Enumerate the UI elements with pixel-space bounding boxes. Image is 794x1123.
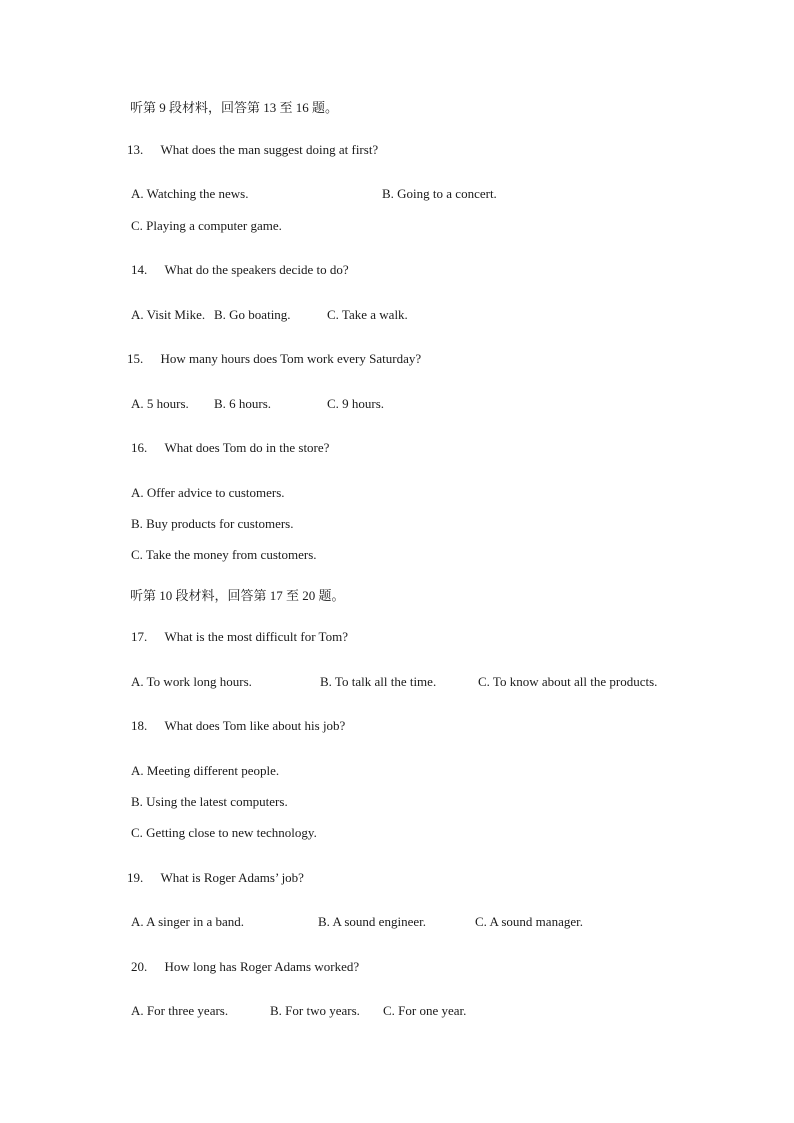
option-13b: B. Going to a concert. [382,186,497,201]
option-17b: B. To talk all the time. [320,674,437,689]
question-19 [127,870,304,886]
question-15 [127,351,421,367]
question-number: 17. [131,629,148,644]
option-15c: C. 9 hours. [327,396,385,411]
option-18c: C. Getting close to new technology. [131,825,317,840]
option-19c: C. A sound manager. [475,914,583,929]
question-text: What is Roger Adams’ job? [160,870,304,885]
option-20a: A. For three years. [131,1003,229,1018]
question-text: What does the man suggest doing at first? [160,142,379,157]
question-number: 19. [127,870,144,885]
question-number: 13. [127,142,144,157]
question-13 [127,142,378,158]
option-14b: B. Go boating. [214,307,291,322]
question-text: What do the speakers decide to do? [164,262,349,277]
question-18 [131,718,345,734]
question-text: What does Tom do in the store? [164,440,330,455]
question-number: 20. [131,959,148,974]
option-20c: C. For one year. [383,1003,467,1018]
option-16a: A. Offer advice to customers. [131,485,285,500]
option-17c: C. To know about all the products. [478,674,658,689]
question-text: What is the most difficult for Tom? [164,629,348,644]
option-18b: B. Using the latest computers. [131,794,288,809]
question-text: What does Tom like about his job? [164,718,346,733]
option-15b: B. 6 hours. [214,396,272,411]
question-16 [131,440,329,456]
question-text: How many hours does Tom work every Saturday? [160,351,422,366]
option-17a: A. To work long hours. [131,674,252,689]
question-number: 18. [131,718,148,733]
question-14 [131,262,349,278]
option-16c: C. Take the money from customers. [131,547,317,562]
section-heading-2: 听第 10 段材料，回答第 17 至 20 题。 [130,588,345,603]
question-text: How long has Roger Adams worked? [164,959,360,974]
question-number: 15. [127,351,144,366]
section-heading-1: 听第 9 段材料，回答第 13 至 16 题。 [130,100,339,115]
option-13c: C. Playing a computer game. [131,218,282,233]
option-16b: B. Buy products for customers. [131,516,294,531]
option-14c: C. Take a walk. [327,307,408,322]
option-20b: B. For two years. [270,1003,360,1018]
option-15a: A. 5 hours. [131,396,189,411]
question-20 [131,959,359,975]
option-19a: A. A singer in a band. [131,914,245,929]
question-number: 16. [131,440,148,455]
question-number: 14. [131,262,148,277]
option-13a: A. Watching the news. [131,186,249,201]
option-18a: A. Meeting different people. [131,763,280,778]
option-19b: B. A sound engineer. [318,914,426,929]
question-17 [131,629,348,645]
option-14a: A. Visit Mike. [131,307,206,322]
